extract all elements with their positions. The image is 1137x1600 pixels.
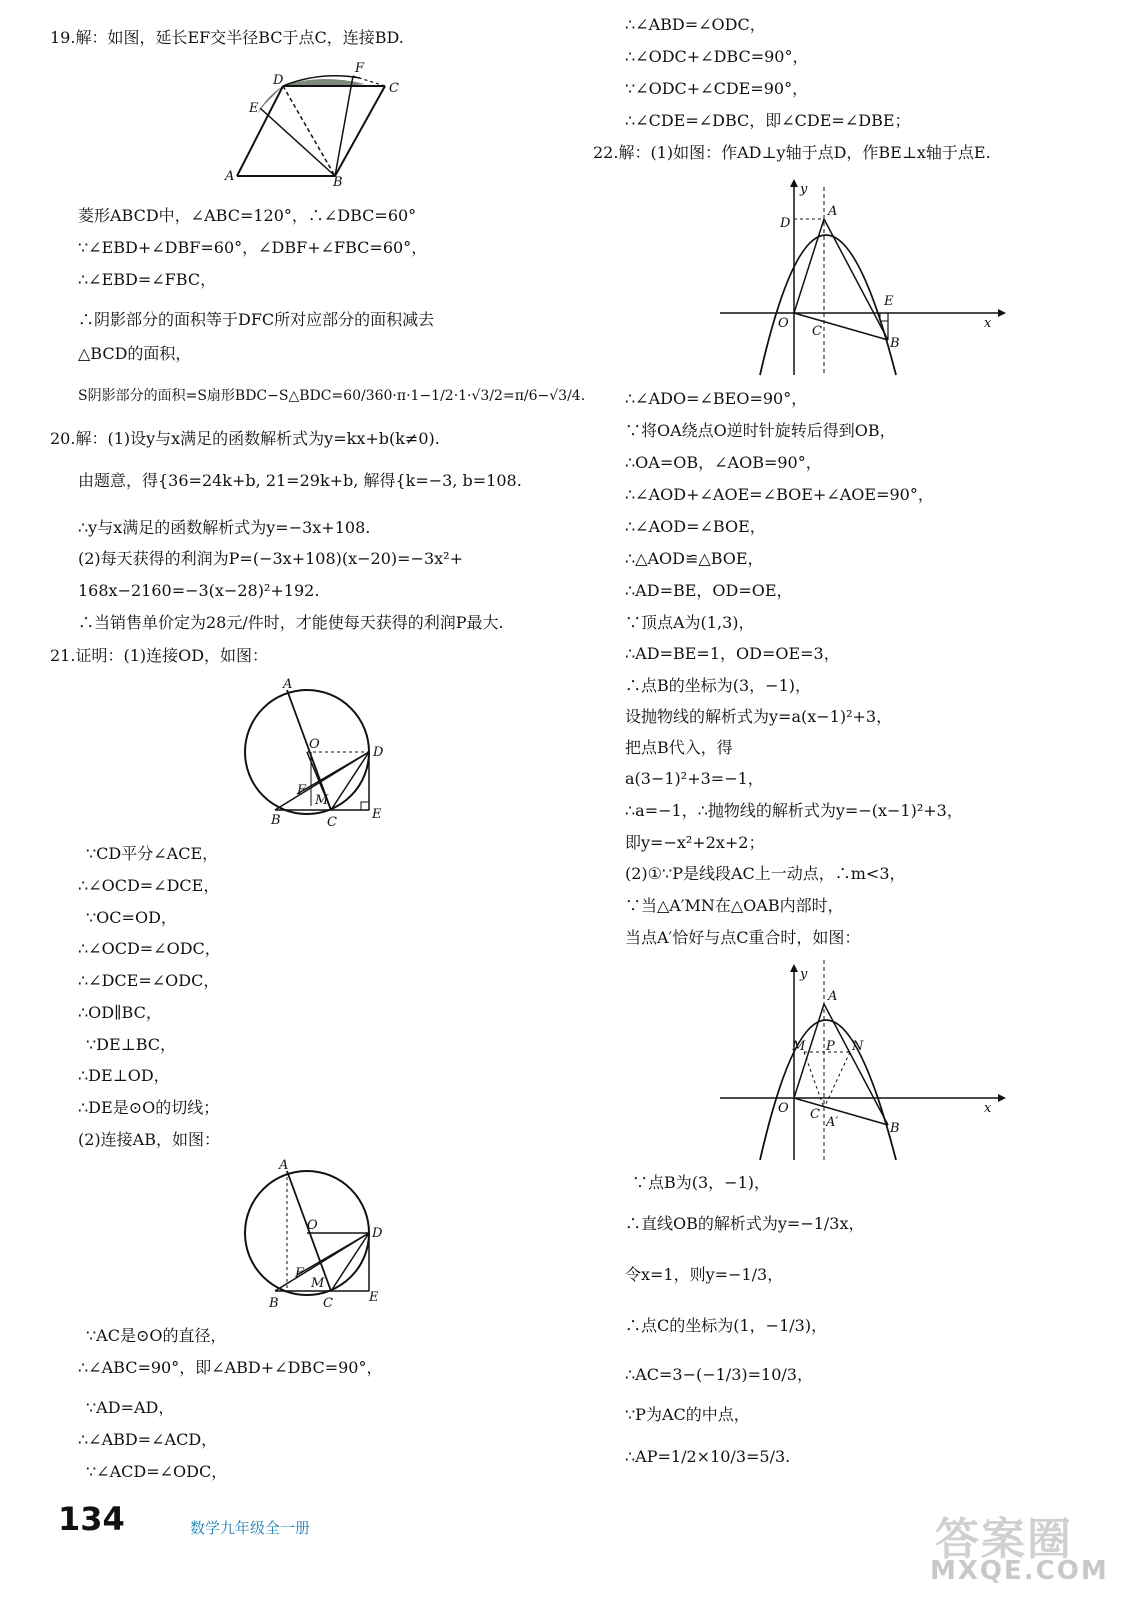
label-O: O xyxy=(309,737,320,752)
problem-22-heading: 22.解：(1)如图：作AD⊥y轴于点D，作BE⊥x轴于点E. xyxy=(593,143,991,162)
line-22-23: ∴AC=3−(−1/3)=10/3， xyxy=(625,1365,813,1384)
line-22-6: ∴△AOD≌△BOE， xyxy=(625,549,764,568)
line-22-7: ∴AD=BE，OD=OE， xyxy=(625,581,793,600)
label-B: B xyxy=(269,1296,279,1311)
line-22-14: ∴a=−1，∴抛物线的解析式为y=−(x−1)²+3， xyxy=(625,801,963,820)
label-C: C xyxy=(810,1107,820,1122)
line-22-8: ∵顶点A为(1,3)， xyxy=(625,613,755,632)
line-22-21: 令x=1，则y=−1/3， xyxy=(625,1265,784,1284)
label-C: C xyxy=(327,815,337,830)
label-M: M xyxy=(792,1039,806,1054)
label-N: N xyxy=(852,1039,864,1054)
line-22-17: ∵当△A′MN在△OAB内部时， xyxy=(625,896,844,915)
label-E: E xyxy=(369,1290,379,1305)
label-E: E xyxy=(884,294,894,309)
line-22-12: 把点B代入，得 xyxy=(625,738,733,757)
label-x: x xyxy=(984,316,992,331)
label-D: D xyxy=(372,1226,383,1241)
line-22-11: 设抛物线的解析式为y=a(x−1)²+3， xyxy=(625,707,893,726)
label-D: D xyxy=(273,73,284,88)
line-21-3: ∵OC=OD， xyxy=(86,908,177,927)
figure-22-parabola-2 xyxy=(720,960,1010,1165)
line-22-22: ∴点C的坐标为(1，−1/3)， xyxy=(625,1316,828,1335)
line-22-1: ∴∠ADO=∠BEO=90°， xyxy=(625,389,808,408)
line-22-10: ∴点B的坐标为(3，−1)， xyxy=(625,676,812,695)
line-22-9: ∴AD=BE=1，OD=OE=3， xyxy=(625,644,840,663)
line-21-6: ∴OD∥BC， xyxy=(78,1003,162,1022)
line-20-3: 168x−2160=−3(x−28)²+192. xyxy=(78,581,320,600)
line-21-14: ∴∠ABD=∠ACD， xyxy=(78,1430,218,1449)
line-21-5: ∴∠DCE=∠ODC， xyxy=(78,971,220,990)
line-22-16: (2)①∵P是线段AC上一动点，∴m<3， xyxy=(625,864,906,883)
label-A: A xyxy=(283,677,293,692)
line-21-10: (2)连接AB，如图： xyxy=(78,1130,220,1149)
line-22-25: ∴AP=1/2×10/3=5/3. xyxy=(625,1447,791,1466)
line-22-4: ∴∠AOD+∠AOE=∠BOE+∠AOE=90°， xyxy=(625,485,934,504)
line-21-16: ∴∠ABD=∠ODC， xyxy=(625,15,766,34)
label-E: E xyxy=(249,101,259,116)
problem-19-heading: 19.解：如图，延长EF交半径BC于点C，连接BD. xyxy=(50,28,404,47)
line-21-2: ∴∠OCD=∠DCE， xyxy=(78,876,220,895)
label-O: O xyxy=(778,1101,789,1116)
line-20-1: ∴y与x满足的函数解析式为y=−3x+108. xyxy=(78,518,371,537)
line-20-system: 由题意，得{36=24k+b, 21=29k+b, 解得{k=−3, b=108. xyxy=(78,471,522,490)
line-22-18: 当点A′恰好与点C重合时，如图： xyxy=(625,928,861,947)
line-21-9: ∴DE是⊙O的切线； xyxy=(78,1098,220,1117)
line-21-19: ∴∠CDE=∠DBC，即∠CDE=∠DBE； xyxy=(625,111,911,130)
figure-21-circle-2 xyxy=(235,1155,395,1315)
line-21-11: ∵AC是⊙O的直径， xyxy=(86,1326,227,1345)
label-y: y xyxy=(800,967,808,982)
line-21-4: ∴∠OCD=∠ODC， xyxy=(78,939,221,958)
line-22-3: ∴OA=OB，∠AOB=90°， xyxy=(625,453,822,472)
label-P: P xyxy=(826,1039,835,1054)
book-title: 数学九年级全一册 xyxy=(190,1519,311,1537)
label-A-prime: A′ xyxy=(826,1115,839,1130)
label-O: O xyxy=(307,1218,318,1233)
label-y: y xyxy=(800,182,808,197)
label-A: A xyxy=(225,169,235,184)
label-A: A xyxy=(828,989,838,1004)
label-B: B xyxy=(890,1121,900,1136)
line-21-18: ∵∠ODC+∠CDE=90°， xyxy=(625,79,809,98)
label-F: F xyxy=(297,783,307,798)
line-21-8: ∴DE⊥OD， xyxy=(78,1066,170,1085)
line-22-13: a(3−1)²+3=−1， xyxy=(625,769,764,788)
problem-20-heading: 20.解：(1)设y与x满足的函数解析式为y=kx+b(k≠0). xyxy=(50,429,440,448)
page-number: 134 xyxy=(58,1500,125,1538)
watermark-logo: 答案圈 xyxy=(935,1514,1073,1565)
line-21-17: ∴∠ODC+∠DBC=90°， xyxy=(625,47,809,66)
line-22-5: ∴∠AOD=∠BOE， xyxy=(625,517,766,536)
label-B: B xyxy=(333,175,343,188)
line-21-7: ∵DE⊥BC， xyxy=(86,1035,177,1054)
line-21-1: ∵CD平分∠ACE， xyxy=(86,844,219,863)
label-M: M xyxy=(311,1276,325,1291)
line-19-5: △BCD的面积， xyxy=(78,344,192,363)
label-M: M xyxy=(315,793,329,808)
line-20-2: (2)每天获得的利润为P=(−3x+108)(x−20)=−3x²+ xyxy=(78,549,463,568)
label-E: E xyxy=(372,807,382,822)
label-A: A xyxy=(828,204,838,219)
line-21-13: ∵AD=AD， xyxy=(86,1398,175,1417)
label-C: C xyxy=(389,81,399,96)
line-20-4: ∴当销售单价定为28元/件时，才能使每天获得的利润P最大. xyxy=(78,613,504,632)
line-19-4: ∴阴影部分的面积等于DFC所对应部分的面积减去 xyxy=(78,310,435,329)
label-C: C xyxy=(323,1296,333,1311)
label-x: x xyxy=(984,1101,992,1116)
line-19-formula: S阴影部分的面积=S扇形BDC−S△BDC=60/360·π·1−1/2·1·√3/2=π/6−√3/4. xyxy=(78,388,586,404)
figure-19-rhombus xyxy=(215,56,415,188)
label-D: D xyxy=(373,745,384,760)
line-19-3: ∴∠EBD=∠FBC， xyxy=(78,270,217,289)
label-D: D xyxy=(780,216,791,231)
line-22-2: ∵将OA绕点O逆时针旋转后得到OB， xyxy=(625,421,896,440)
label-A: A xyxy=(279,1158,289,1173)
figure-22-parabola-1 xyxy=(720,175,1010,380)
line-22-20: ∴直线OB的解析式为y=−1/3x， xyxy=(625,1214,865,1233)
label-F: F xyxy=(355,61,365,76)
line-21-15: ∵∠ACD=∠ODC， xyxy=(86,1462,228,1481)
line-19-1: 菱形ABCD中，∠ABC=120°，∴∠DBC=60° xyxy=(78,206,417,225)
label-B: B xyxy=(890,336,900,351)
label-O: O xyxy=(778,316,789,331)
label-B: B xyxy=(271,813,281,828)
figure-21-circle-1 xyxy=(235,676,395,832)
line-21-12: ∴∠ABC=90°，即∠ABD+∠DBC=90°， xyxy=(78,1358,383,1377)
label-C: C xyxy=(812,324,822,339)
problem-21-heading: 21.证明：(1)连接OD，如图： xyxy=(50,646,269,665)
label-F: F xyxy=(295,1266,305,1281)
line-22-15: 即y=−x²+2x+2； xyxy=(625,833,765,852)
line-19-2: ∵∠EBD+∠DBF=60°，∠DBF+∠FBC=60°， xyxy=(78,238,428,257)
line-22-19: ∵点B为(3，−1)， xyxy=(632,1173,771,1192)
line-22-24: ∵P为AC的中点， xyxy=(625,1405,750,1424)
watermark-url: MXQE.COM xyxy=(930,1556,1109,1586)
